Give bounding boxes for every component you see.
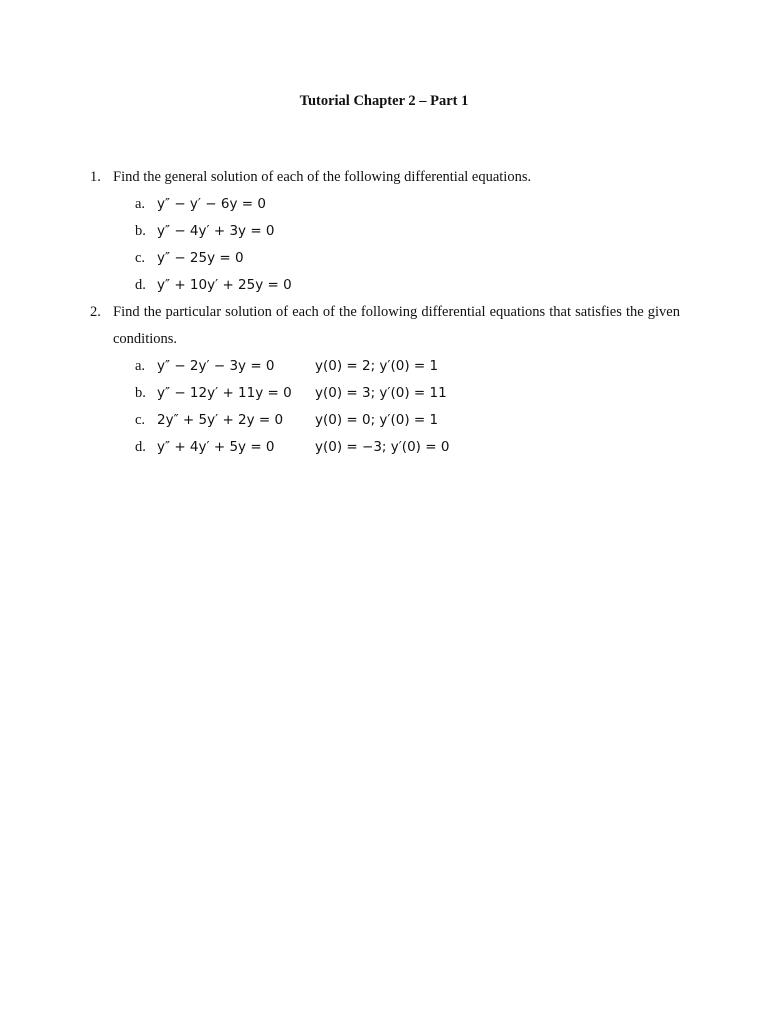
question-2	[90, 299, 680, 461]
item-equation: y″ − 2y′ − 3y = 0	[157, 358, 275, 374]
question-number: 2.	[90, 304, 101, 320]
item-condition: y(0) = −3; y′(0) = 0	[315, 439, 450, 455]
item-letter: a.	[135, 358, 146, 374]
question-items	[135, 353, 680, 461]
item-equation: y″ − y′ − 6y = 0	[157, 196, 266, 212]
item-letter: d.	[135, 277, 146, 293]
list-item	[135, 191, 680, 218]
item-equation: y″ + 4y′ + 5y = 0	[157, 439, 275, 455]
list-item	[135, 245, 680, 272]
item-condition: y(0) = 2; y′(0) = 1	[315, 358, 439, 374]
list-item	[135, 272, 680, 299]
item-condition: y(0) = 3; y′(0) = 11	[315, 385, 447, 401]
item-letter: b.	[135, 223, 146, 239]
item-letter: c.	[135, 250, 146, 266]
item-letter: c.	[135, 412, 146, 428]
item-equation: y″ − 4y′ + 3y = 0	[157, 223, 275, 239]
document-title: Tutorial Chapter 2 – Part 1	[299, 93, 469, 109]
item-condition: y(0) = 0; y′(0) = 1	[315, 412, 439, 428]
list-item	[135, 353, 680, 380]
item-letter: b.	[135, 385, 146, 401]
item-equation: 2y″ + 5y′ + 2y = 0	[157, 412, 284, 428]
item-letter: d.	[135, 439, 146, 455]
item-equation: y″ − 25y = 0	[157, 250, 244, 266]
question-text: Find the particular solution of each of the following differential equations that satisfies the given conditions.	[113, 304, 680, 347]
list-item	[135, 434, 680, 461]
question-1	[90, 164, 680, 299]
item-equation: y″ − 12y′ + 11y = 0	[157, 385, 292, 401]
list-item	[135, 218, 680, 245]
list-item	[135, 407, 680, 434]
list-item	[135, 380, 680, 407]
item-letter: a.	[135, 196, 146, 212]
item-equation: y″ + 10y′ + 25y = 0	[157, 277, 292, 293]
question-text: Find the general solution of each of the following differential equations.	[113, 169, 532, 185]
question-items	[135, 191, 680, 299]
question-number: 1.	[90, 169, 101, 185]
